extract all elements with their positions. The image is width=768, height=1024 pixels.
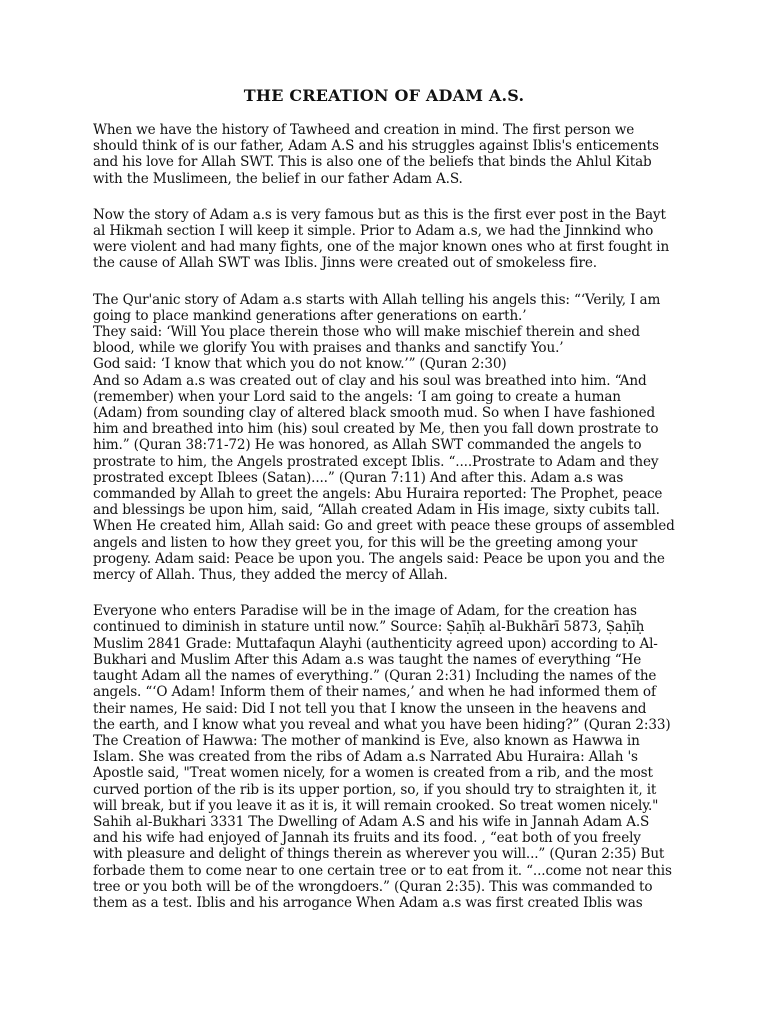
- document-page: [93, 86, 675, 931]
- paragraph-intro: When we have the history of Tawheed and creation in mind. The first person we should think of is our father, Adam A.S and his struggles against Iblis's enticements and his love for Allah SWT. This is also one of the beliefs that binds the Ahlul Kitab with the Muslimeen, the belief in our father Adam A.S.: [93, 122, 659, 187]
- paragraph-jinnkind: Now the story of Adam a.s is very famous but as this is the first ever post in the Bayt al Hikmah section I will keep it simple. Prior to Adam a.s, we had the Jinnkind who were violent and had many fights, one of the major known ones who at first fought in the cause of Allah SWT was Iblis. Jinns were created out of smokeless fire.: [93, 206, 670, 272]
- paragraph-paradise-names-hawwa: Everyone who enters Paradise will be in the image of Adam, for the creation has continued to diminish in stature until now.” Source: Ṣaḥīḥ al-Bukhārī 5873, Ṣaḥīḥ Muslim 2841 Grade: Muttafaqun Alayhi (authenticity agreed upon) according to Al- Bukhari and Muslim After this Adam a.s was taught the names of everything “He taught Adam all the names of everything.” (Quran 2:31) Including the names of the angels. “‘O Adam! Inform them of their names,’ and when he had informed them of their names, He said: Did I not tell you that I know the unseen in the heavens and the earth, and I know what you reveal and what you have been hiding?” (Quran 2:33) The Creation of Hawwa: The mother of mankind is Eve, also known as Hawwa in Islam. She was created from the ribs of Adam a.s Narrated Abu Huraira: Allah 's Apostle said, "Treat women nicely, for a women is created from a rib, and the most curved portion of the rib is its upper portion, so, if you should try to straighten it, it will break, but if you leave it as it is, it will remain crooked. So treat women nicely." Sahih al-Bukhari 3331 The Dwelling of Adam A.S and his wife in Jannah Adam A.S and his wife had enjoyed of Jannah its fruits and its food. , “eat both of you freely with pleasure and delight of things therein as wherever you will...” (Quran 2:35) But forbade them to come near to one certain tree or to eat from it. “...come not near this tree or you both will be of the wrongdoers.” (Quran 2:35). This was commanded to them as a test. Iblis and his arrogance When Adam a.s was first created Iblis was: [93, 603, 672, 911]
- document-title: THE CREATION OF ADAM A.S.: [243, 86, 525, 105]
- paragraph-quranic-story: The Qur'anic story of Adam a.s starts with Allah telling his angels this: “‘Verily, I am going to place mankind generations after generations on earth.’ They said: ‘Will You place therein those who will make mischief therein and shed blood, while we glorify You with praises and thanks and sanctify You.’ God said: ‘I know that which you do not know.’” (Quran 2:30) And so Adam a.s was created out of clay and his soul was breathed into him. “And (remember) when your Lord said to the angels: ‘I am going to create a human (Adam) from sounding clay of altered black smooth mud. So when I have fashioned him and breathed into him (his) soul created by Me, then you fall down prostrate to him.” (Quran 38:71-72) He was honored, as Allah SWT commanded the angels to prostrate to him, the Angels prostrated except Iblis. “....Prostrate to Adam and they prostrated except Iblees (Satan)....” (Quran 7:11) And after this. Adam a.s was commanded by Allah to greet the angels: Abu Huraira reported: The Prophet, peace and blessings be upon him, said, “Allah created Adam in His image, sixty cubits tall. When He created him, Allah said: Go and greet with peace these groups of assembled angels and listen to how they greet you, for this will be the greeting among your progeny. Adam said: Peace be upon you. The angels said: Peace be upon you and the mercy of Allah. Thus, they added the mercy of Allah.: [93, 291, 675, 584]
